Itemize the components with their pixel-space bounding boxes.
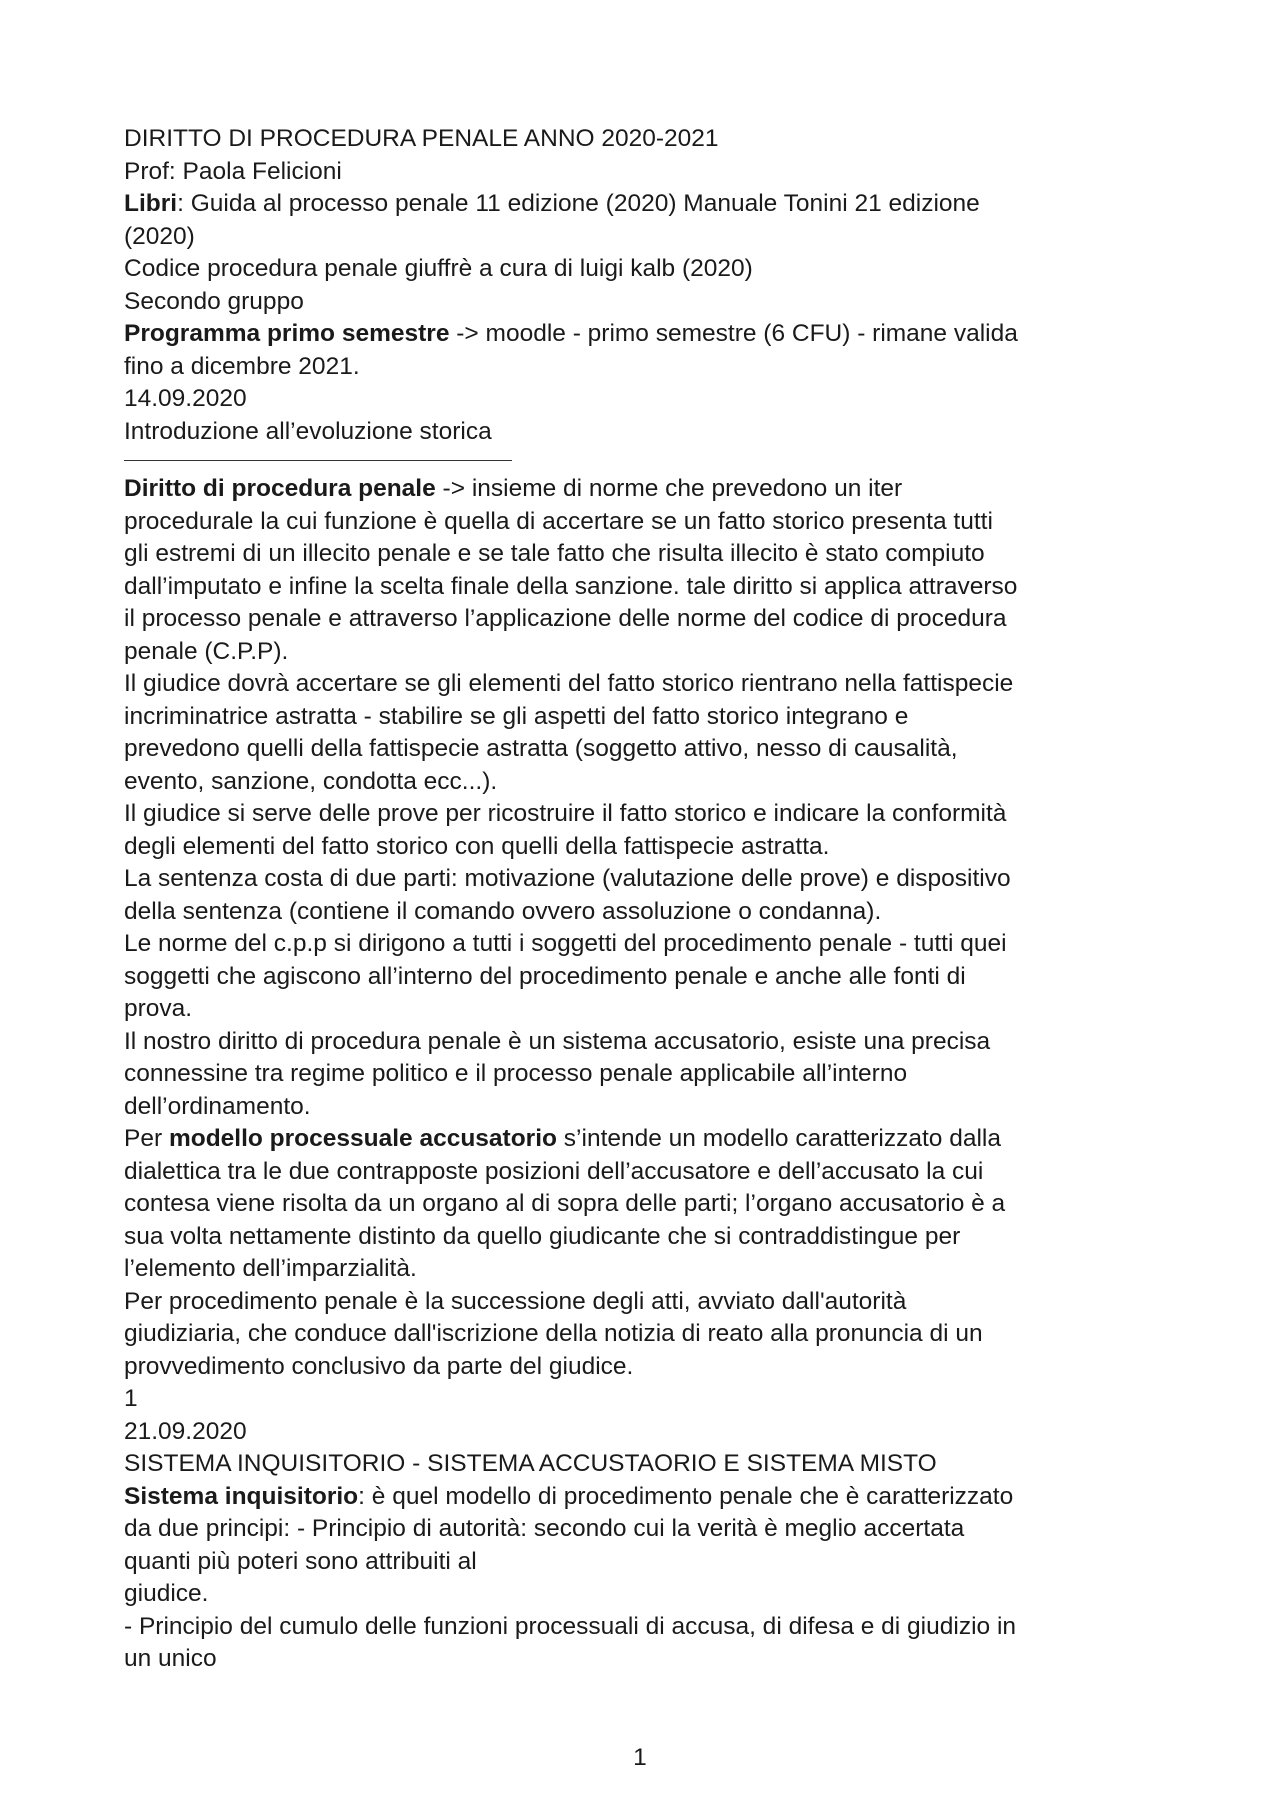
code-book-line: Codice procedura penale giuffrè a cura di luigi kalb (2020) — [124, 255, 753, 282]
paragraph-block-2 — [124, 1156, 1174, 1481]
text-line: dell’ordinamento. — [124, 1092, 311, 1120]
text-line: soggetti che agiscono all’interno del procedimento penale e anche alle fonti di — [124, 962, 966, 990]
inquisitorial-text: : è quel modello di procedimento penale che è caratterizzato — [358, 1482, 1014, 1510]
definition-label: Diritto di procedura penale — [124, 475, 436, 502]
lesson-date: 14.09.2020 — [124, 385, 247, 412]
group-line: Secondo gruppo — [124, 287, 304, 315]
books-line — [124, 188, 1174, 221]
course-title: DIRITTO DI PROCEDURA PENALE ANNO 2020-2021 — [124, 125, 719, 152]
text-line: Il giudice si serve delle prove per ricostruire il fatto storico e indicare la conformità — [124, 800, 1007, 827]
page-number: 1 — [633, 1744, 647, 1771]
text-line: connessine tra regime politico e il processo penale applicabile all’interno — [124, 1060, 908, 1087]
books-label: Libri — [124, 190, 178, 217]
inline-page-marker: 1 — [124, 1385, 138, 1412]
text-line: il processo penale e attraverso l’applicazione delle norme del codice di procedura — [124, 605, 1007, 632]
section-heading: SISTEMA INQUISITORIO - SISTEMA ACCUSTAORIO E SISTEMA MISTO — [124, 1450, 937, 1477]
text-line: Per procedimento penale è la successione degli atti, avviato dall'autorità — [124, 1287, 907, 1315]
inquisitorial-label: Sistema inquisitorio — [124, 1482, 359, 1510]
books-text: : Guida al processo penale 11 edizione (2020) Manuale Tonini 21 edizione — [177, 190, 980, 217]
section-divider — [124, 460, 512, 461]
program-label: Programma primo semestre — [124, 320, 450, 347]
text-line: da due principi: - Principio di autorità: secondo cui la verità è meglio accertata — [124, 1515, 965, 1542]
text-line: dall’imputato e infine la scelta finale della sanzione. tale diritto si applica attraverso — [124, 572, 1018, 600]
text-line: Le norme del c.p.p si dirigono a tutti i soggetti del procedimento penale - tutti quei — [124, 930, 1007, 957]
text-line: Il giudice dovrà accertare se gli elementi del fatto storico rientrano nella fattispecie — [124, 670, 1014, 697]
text-line: prevedono quelli della fattispecie astratta (soggetto attivo, nesso di causalità, — [124, 735, 958, 762]
paragraph-block-3 — [124, 1513, 1174, 1676]
text-line: giudiziaria, che conduce dall'iscrizione della notizia di reato alla pronuncia di un — [124, 1320, 983, 1347]
text-line: sua volta nettamente distinto da quello giudicante che si contraddistingue per — [124, 1222, 961, 1250]
text-line: Il nostro diritto di procedura penale è un sistema accusatorio, esiste una precisa — [124, 1027, 991, 1055]
lesson-date: 21.09.2020 — [124, 1417, 247, 1445]
text-line: giudice. — [124, 1580, 209, 1607]
accusatory-line — [124, 1123, 1174, 1156]
text-line: della sentenza (contiene il comando ovvero assoluzione o condanna). — [124, 897, 882, 925]
definition-text: -> insieme di norme che prevedono un iter — [435, 475, 903, 502]
text-line: incriminatrice astratta - stabilire se gli aspetti del fatto storico integrano e — [124, 702, 909, 730]
books-line-continued: (2020) — [124, 222, 195, 250]
program-line — [124, 318, 1174, 351]
text-line: un unico — [124, 1645, 217, 1672]
program-line-continued: fino a dicembre 2021. — [124, 352, 360, 380]
text-line: evento, sanzione, condotta ecc...). — [124, 767, 498, 795]
text-line: l’elemento dell’imparzialità. — [124, 1255, 417, 1282]
text-line: penale (C.P.P). — [124, 637, 289, 665]
text-line: gli estremi di un illecito penale e se tale fatto che risulta illecito è stato compiuto — [124, 540, 985, 567]
program-text: -> moodle - primo semestre (6 CFU) - rimane valida — [449, 320, 1018, 347]
text-line: prova. — [124, 995, 193, 1022]
text-line: quanti più poteri sono attribuiti al — [124, 1547, 477, 1575]
accusatory-text: s’intende un modello caratterizzato dalla — [557, 1125, 1001, 1152]
text-line: - Principio del cumulo delle funzioni processuali di accusa, di difesa e di giudizio in — [124, 1612, 1017, 1640]
text-line: provvedimento conclusivo da parte del giudice. — [124, 1352, 634, 1380]
text-line: contesa viene risolta da un organo al di sopra delle parti; l’organo accusatorio è a — [124, 1190, 1006, 1217]
text-line: La sentenza costa di due parti: motivazione (valutazione delle prove) e dispositivo — [124, 865, 1011, 892]
text-line: dialettica tra le due contrapposte posizioni dell’accusatore e dell’accusato la cui — [124, 1157, 984, 1185]
document-body — [124, 123, 1174, 1676]
professor-line: Prof: Paola Felicioni — [124, 157, 342, 185]
accusatory-prefix: Per — [124, 1125, 169, 1152]
text-line: degli elementi del fatto storico con quelli della fattispecie astratta. — [124, 832, 830, 860]
definition-line — [124, 473, 1174, 506]
inquisitorial-line — [124, 1481, 1174, 1514]
paragraph-block-1 — [124, 506, 1174, 1124]
accusatory-label: modello processuale accusatorio — [168, 1125, 557, 1152]
text-line: procedurale la cui funzione è quella di accertare se un fatto storico presenta tutti — [124, 507, 993, 535]
lesson-title: Introduzione all’evoluzione storica — [124, 417, 492, 445]
